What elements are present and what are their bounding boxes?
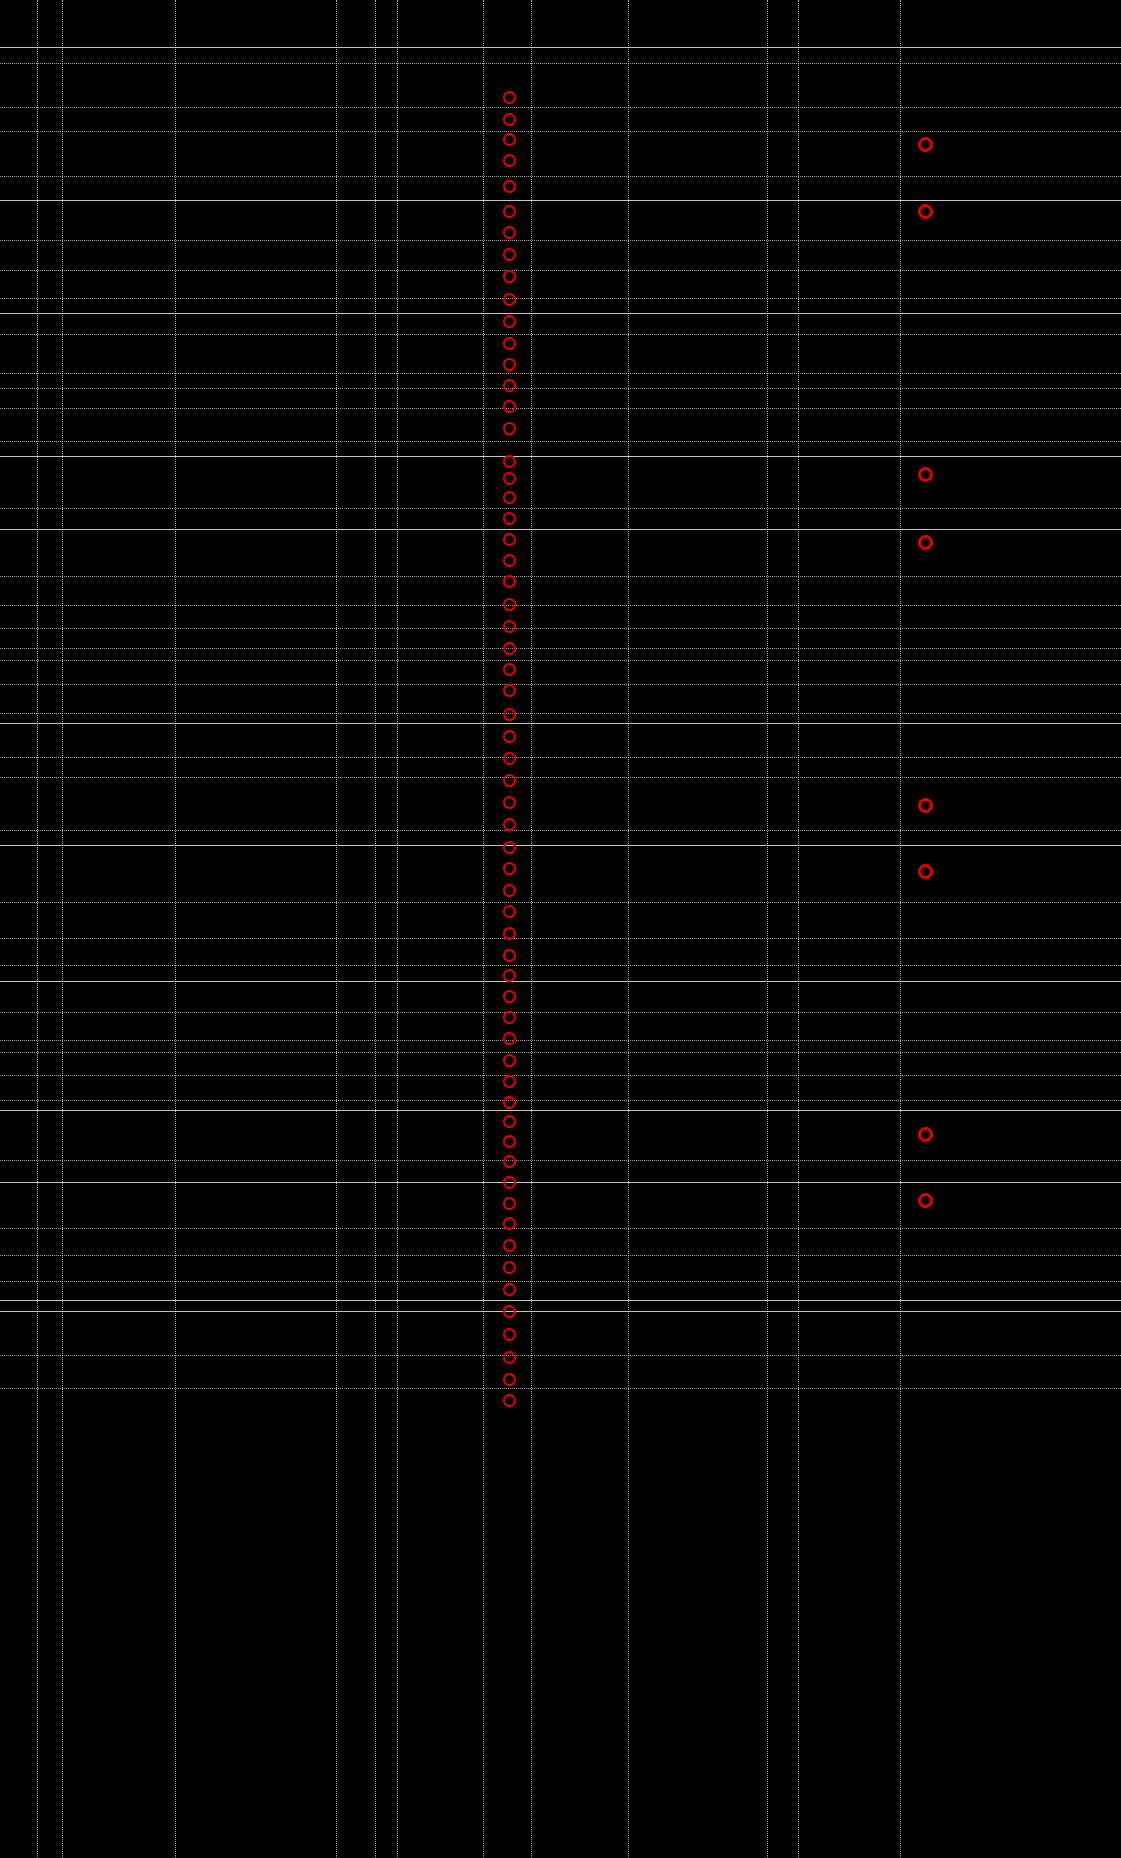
data-point-marker bbox=[503, 1155, 516, 1168]
data-point-marker bbox=[503, 708, 516, 721]
data-point-marker bbox=[503, 379, 516, 392]
data-point-marker bbox=[503, 684, 516, 697]
data-point-marker bbox=[918, 798, 933, 813]
data-point-marker bbox=[503, 554, 516, 567]
data-point-marker bbox=[918, 1193, 933, 1208]
gridline-horizontal bbox=[0, 1110, 1121, 1111]
gridline-horizontal bbox=[0, 576, 1121, 577]
data-point-marker bbox=[503, 730, 516, 743]
gridline-vertical bbox=[62, 0, 63, 1858]
gridline-horizontal bbox=[0, 270, 1121, 271]
data-point-marker bbox=[503, 1239, 516, 1252]
data-point-marker bbox=[503, 1197, 516, 1210]
gridline-horizontal bbox=[0, 131, 1121, 132]
data-point-marker bbox=[503, 533, 516, 546]
gridline-vertical bbox=[375, 0, 376, 1858]
gridline-horizontal bbox=[0, 298, 1121, 299]
gridline-horizontal bbox=[0, 713, 1121, 714]
data-point-marker bbox=[503, 1054, 516, 1067]
gridline-horizontal bbox=[0, 1355, 1121, 1356]
data-point-marker bbox=[503, 1217, 516, 1230]
data-point-marker bbox=[503, 1261, 516, 1274]
data-point-marker bbox=[503, 927, 516, 940]
data-point-marker bbox=[503, 1135, 516, 1148]
data-point-marker bbox=[503, 796, 516, 809]
gridline-horizontal bbox=[0, 684, 1121, 685]
gridline-horizontal bbox=[0, 529, 1121, 530]
data-point-marker bbox=[503, 642, 516, 655]
data-point-marker bbox=[503, 205, 516, 218]
data-point-marker bbox=[503, 270, 516, 283]
gridline-horizontal bbox=[0, 107, 1121, 108]
data-point-marker bbox=[503, 752, 516, 765]
data-point-marker bbox=[503, 949, 516, 962]
data-point-marker bbox=[503, 884, 516, 897]
gridline-vertical bbox=[628, 0, 629, 1858]
gridline-horizontal bbox=[0, 1012, 1121, 1013]
data-point-marker bbox=[503, 400, 516, 413]
gridline-vertical bbox=[531, 0, 532, 1858]
data-point-marker bbox=[503, 620, 516, 633]
gridline-horizontal bbox=[0, 176, 1121, 177]
gridline-horizontal bbox=[0, 845, 1121, 846]
data-point-marker bbox=[503, 491, 516, 504]
data-point-marker bbox=[503, 154, 516, 167]
data-point-marker bbox=[503, 1032, 516, 1045]
data-point-marker bbox=[503, 1176, 516, 1189]
gridline-horizontal bbox=[0, 1100, 1121, 1101]
data-point-marker bbox=[503, 598, 516, 611]
data-point-marker bbox=[918, 204, 933, 219]
gridline-horizontal bbox=[0, 47, 1121, 48]
data-point-marker bbox=[503, 180, 516, 193]
data-point-marker bbox=[918, 535, 933, 550]
data-point-marker bbox=[503, 1394, 516, 1407]
gridline-vertical bbox=[798, 0, 799, 1858]
gridline-horizontal bbox=[0, 1300, 1121, 1301]
gridline-horizontal bbox=[0, 408, 1121, 409]
data-point-marker bbox=[503, 969, 516, 982]
data-point-marker bbox=[503, 248, 516, 261]
gridline-horizontal bbox=[0, 1388, 1121, 1389]
gridline-horizontal bbox=[0, 723, 1121, 724]
data-point-marker bbox=[503, 293, 516, 306]
gridline-vertical bbox=[397, 0, 398, 1858]
data-point-marker bbox=[503, 422, 516, 435]
gridline-horizontal bbox=[0, 456, 1121, 457]
data-point-marker bbox=[503, 1283, 516, 1296]
data-point-marker bbox=[503, 1075, 516, 1088]
data-point-marker bbox=[503, 91, 516, 104]
gridline-vertical bbox=[900, 0, 901, 1858]
data-point-marker bbox=[918, 137, 933, 152]
data-point-marker bbox=[503, 575, 516, 588]
data-point-marker bbox=[503, 337, 516, 350]
data-point-marker bbox=[503, 1373, 516, 1386]
gridline-horizontal bbox=[0, 757, 1121, 758]
data-point-marker bbox=[503, 862, 516, 875]
gridline-horizontal bbox=[0, 388, 1121, 389]
gridline-horizontal bbox=[0, 200, 1121, 201]
data-point-marker bbox=[503, 818, 516, 831]
data-point-marker bbox=[918, 864, 933, 879]
gridline-horizontal bbox=[0, 63, 1121, 64]
gridline-horizontal bbox=[0, 1052, 1121, 1053]
data-point-marker bbox=[503, 1096, 516, 1109]
data-point-marker bbox=[503, 905, 516, 918]
gridline-horizontal bbox=[0, 660, 1121, 661]
gridline-horizontal bbox=[0, 902, 1121, 903]
data-point-marker bbox=[503, 512, 516, 525]
data-point-marker bbox=[503, 1351, 516, 1364]
gridline-vertical bbox=[37, 0, 38, 1858]
gridline-horizontal bbox=[0, 1255, 1121, 1256]
data-point-marker bbox=[503, 841, 516, 854]
gridline-horizontal bbox=[0, 240, 1121, 241]
gridline-horizontal bbox=[0, 373, 1121, 374]
gridline-horizontal bbox=[0, 965, 1121, 966]
data-point-marker bbox=[503, 1328, 516, 1341]
gridline-horizontal bbox=[0, 334, 1121, 335]
gridline-horizontal bbox=[0, 1075, 1121, 1076]
data-point-marker bbox=[503, 1305, 516, 1318]
gridline-horizontal bbox=[0, 1311, 1121, 1312]
data-point-marker bbox=[503, 358, 516, 371]
gridline-horizontal bbox=[0, 1040, 1121, 1041]
gridline-horizontal bbox=[0, 508, 1121, 509]
data-point-marker bbox=[503, 133, 516, 146]
gridline-horizontal bbox=[0, 441, 1121, 442]
gridline-vertical bbox=[336, 0, 337, 1858]
gridline-horizontal bbox=[0, 777, 1121, 778]
data-point-marker bbox=[503, 315, 516, 328]
gridline-vertical bbox=[767, 0, 768, 1858]
gridline-vertical bbox=[483, 0, 484, 1858]
data-point-marker bbox=[503, 663, 516, 676]
gridline-horizontal bbox=[0, 981, 1121, 982]
data-point-marker bbox=[503, 1115, 516, 1128]
gridline-horizontal bbox=[0, 1182, 1121, 1183]
data-point-marker bbox=[503, 113, 516, 126]
gridline-horizontal bbox=[0, 648, 1121, 649]
gridline-horizontal bbox=[0, 1160, 1121, 1161]
data-point-marker bbox=[503, 226, 516, 239]
data-point-marker bbox=[503, 455, 516, 468]
gridline-horizontal bbox=[0, 605, 1121, 606]
gridline-horizontal bbox=[0, 313, 1121, 314]
data-point-marker bbox=[503, 990, 516, 1003]
data-point-marker bbox=[503, 1011, 516, 1024]
data-point-marker bbox=[918, 1127, 933, 1142]
gridline-horizontal bbox=[0, 938, 1121, 939]
data-point-marker bbox=[918, 467, 933, 482]
gridline-horizontal bbox=[0, 628, 1121, 629]
gridline-horizontal bbox=[0, 1281, 1121, 1282]
data-point-marker bbox=[503, 774, 516, 787]
gridline-horizontal bbox=[0, 830, 1121, 831]
gridline-horizontal bbox=[0, 1228, 1121, 1229]
gridline-vertical bbox=[175, 0, 176, 1858]
data-point-marker bbox=[503, 472, 516, 485]
